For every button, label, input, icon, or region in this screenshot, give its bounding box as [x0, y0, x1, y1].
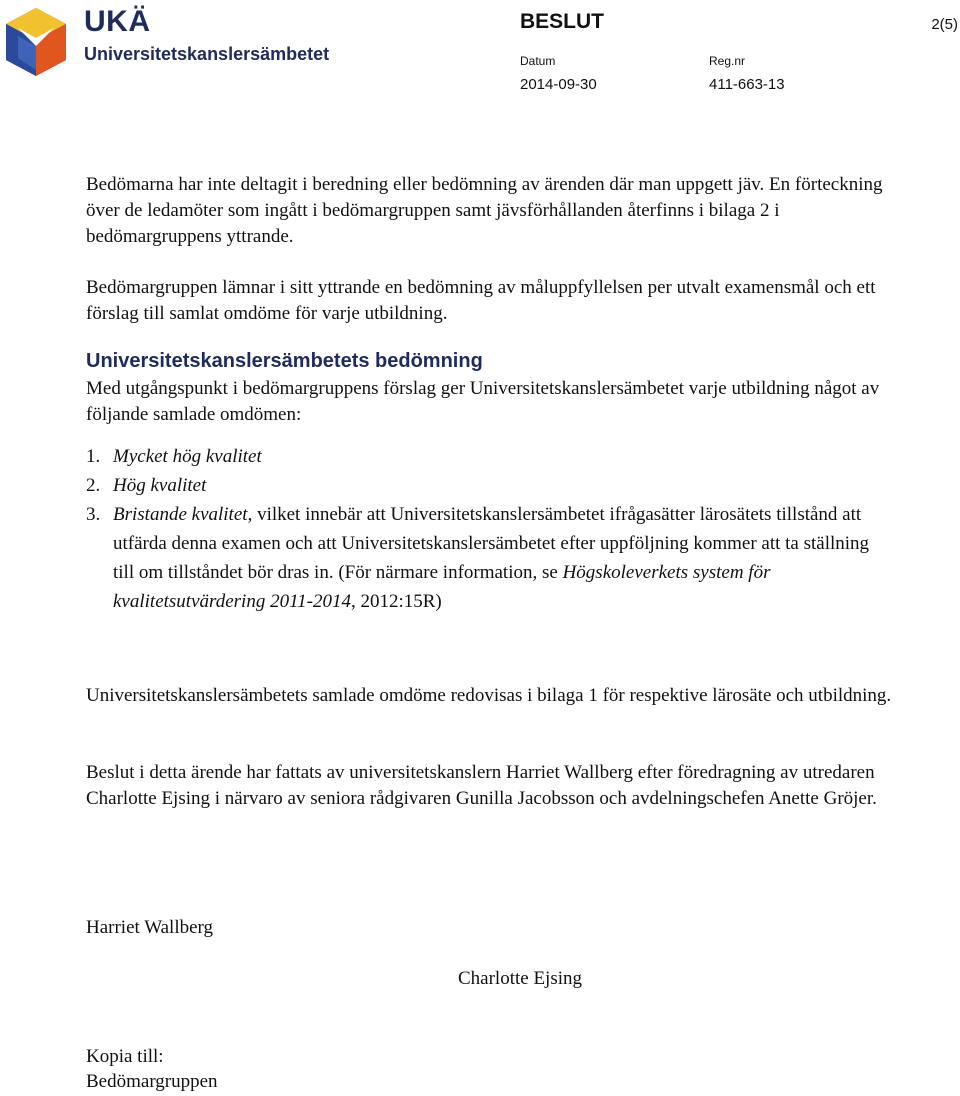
paragraph-conflict-of-interest: Bedömarna har inte deltagit i beredning eller bedömning av ärenden där man uppgett jäv. En förteckning över de ledamöter som ingått i bedömargruppen samt jävsförhållanden återfinns i bilaga 2 i bedömargruppens yttrande.	[86, 174, 883, 247]
signature-name-1: Harriet Wallberg	[86, 917, 214, 938]
regnr-value: 411-663-13	[709, 76, 785, 93]
paragraph-summary: Universitetskanslersämbetets samlade omdöme redovisas i bilaga 1 för respektive lärosäte och utbildning.	[86, 685, 892, 706]
list-number: 2.	[86, 475, 101, 496]
reference-number: , 2012:15R)	[350, 591, 442, 612]
list-item	[86, 442, 876, 471]
copy-label: Kopia till:	[86, 1046, 164, 1067]
logo-subtitle: Universitetskanslersämbetet	[84, 44, 330, 64]
date-value: 2014-09-30	[520, 76, 597, 93]
logo-text: UKÄ	[84, 5, 151, 38]
rating-label: Bristande kvalitet	[113, 504, 248, 525]
regnr-label: Reg.nr	[709, 54, 746, 68]
uka-logo-icon	[4, 6, 68, 78]
paragraph-assessment-group: Bedömargruppen lämnar i sitt yttrande en bedömning av måluppfyllelsen per utvalt examensmål och ett förslag till samlat omdöme för varje utbildning.	[86, 277, 876, 324]
section-heading: Universitetskanslersämbetets bedömning	[86, 350, 483, 372]
date-label: Datum	[520, 54, 556, 68]
page-number: 2(5)	[931, 16, 958, 33]
rating-label: Hög kvalitet	[113, 475, 207, 496]
ratings-list	[86, 442, 876, 616]
signature-name-2: Charlotte Ejsing	[458, 968, 583, 989]
rating-label: Mycket hög kvalitet	[113, 446, 262, 467]
list-number: 1.	[86, 446, 101, 467]
document-type: BESLUT	[520, 10, 604, 33]
paragraph-intro-ratings: Med utgångspunkt i bedömargruppens förslag ger Universitetskanslersämbetet varje utbildning något av följande samlade omdömen:	[86, 378, 880, 425]
paragraph-decision: Beslut i detta ärende har fattats av universitetskanslern Harriet Wallberg efter föredragning av utredaren Charlotte Ejsing i närvaro av seniora rådgivaren Gunilla Jacobsson och avdelningschefen Anette Gröjer.	[86, 762, 877, 809]
reference-title: Högskoleverkets system för kvalitetsutvärdering 2011-2014	[113, 562, 771, 612]
rating-description: , vilket innebär att Universitetskanslersämbetet ifrågasätter lärosätets tillstånd att utfärda denna examen och att Universitetskanslersämbetet efter uppföljning kommer att ta ställning till om tillståndet bör dras in. (För närmare information, se	[113, 504, 870, 583]
copy-recipient: Bedömargruppen	[86, 1071, 218, 1092]
list-item	[86, 471, 876, 500]
list-item	[86, 500, 876, 616]
list-number: 3.	[86, 504, 101, 525]
